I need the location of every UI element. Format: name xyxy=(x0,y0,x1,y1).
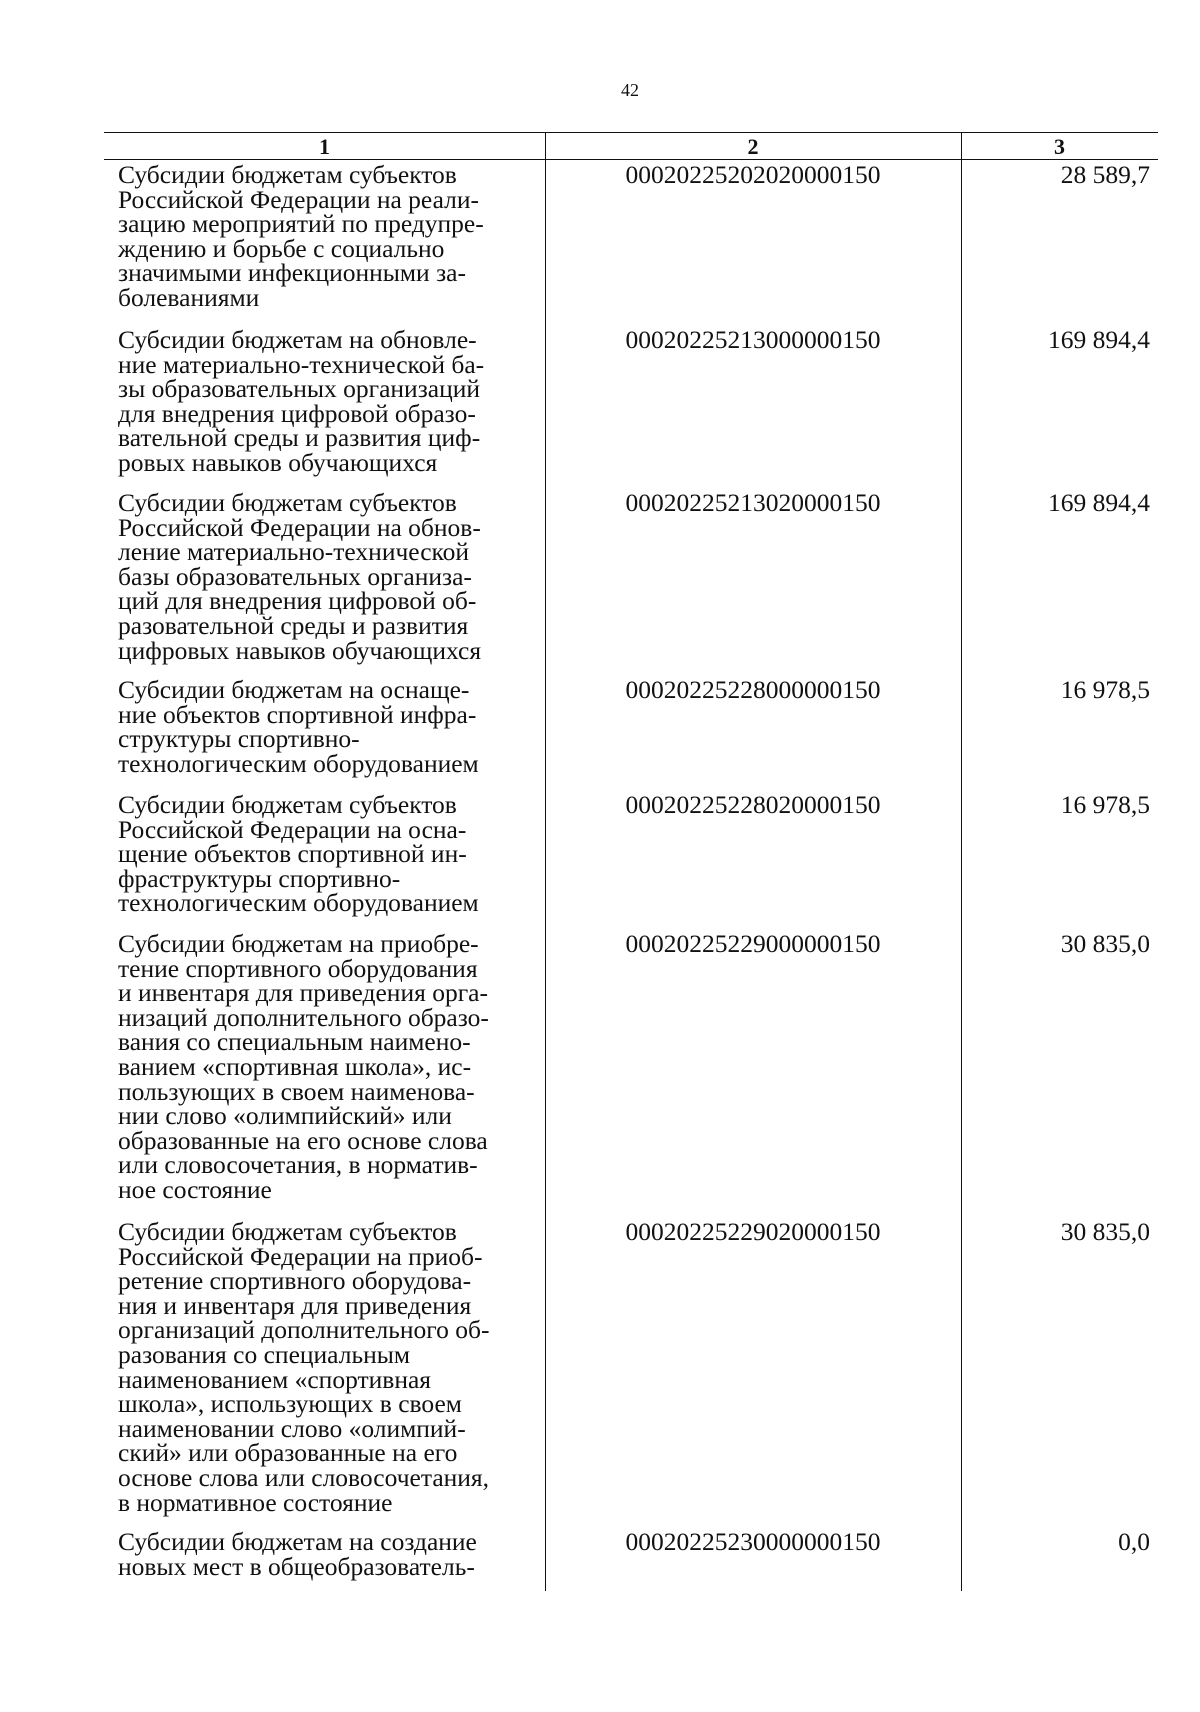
row-amount: 0,0 xyxy=(1118,1527,1150,1556)
table-header-row xyxy=(104,133,1158,160)
row-description: Субсидии бюджетам на обновле- ние материально-технической ба- зы образовательных организаций для внедрения цифровой образо- вательной среды и развития циф- ровых навыков обучающихся xyxy=(118,325,485,477)
row-amount: 16 978,5 xyxy=(1060,675,1150,704)
row-description: Субсидии бюджетам на приобре- тение спортивного оборудования и инвентаря для приведения орга- низаций дополнительного образо- вания со специальным наимено- ванием «спортивная школа», ис- пользующих в своем наименова- нии слово «олимпийский» или образованные на его основе слова или словосочетания, в норматив- ное состояние xyxy=(118,929,489,1204)
page-number: 42 xyxy=(621,80,639,100)
row-code: 00020225213000000150 xyxy=(625,325,881,354)
row-amount: 30 835,0 xyxy=(1060,1217,1150,1246)
budget-table xyxy=(104,132,1158,1591)
header-col-2: 2 xyxy=(747,134,759,159)
row-amount: 30 835,0 xyxy=(1060,929,1150,958)
row-description: Субсидии бюджетам на создание новых мест в общеобразователь- xyxy=(118,1527,477,1581)
row-code: 00020225213020000150 xyxy=(625,488,881,517)
row-code: 00020225229020000150 xyxy=(625,1217,881,1246)
row-description: Субсидии бюджетам субъектов Российской Федерации на приоб- ретение спортивного оборудова- ния и инвентаря для приведения организаций дополнительного об- разования со специальным наименованием «спортивная школа», использующих в своем наименовании слово «олимпий- ский» или образованные на его основе слова или словосочетания, в нормативное состояние xyxy=(118,1217,490,1517)
row-amount: 169 894,4 xyxy=(1048,325,1150,354)
row-description: Субсидии бюджетам субъектов Российской Федерации на осна- щение объектов спортивной ин- фраструктуры спортивно- технологическим оборудованием xyxy=(118,790,479,918)
row-description: Субсидии бюджетам субъектов Российской Федерации на обнов- ление материально-технической базы образовательных организа- ций для внедрения цифровой об- разовательной среды и развития цифровых навыков обучающихся xyxy=(118,488,482,665)
header-col-1: 1 xyxy=(319,134,330,159)
row-description: Субсидии бюджетам субъектов Российской Федерации на реали- зацию мероприятий по предупре- ждению и борьбе с социально значимыми инфекционными за- болеваниями xyxy=(118,160,484,312)
row-code: 00020225229000000150 xyxy=(625,929,881,958)
row-code: 00020225202020000150 xyxy=(625,160,881,189)
row-amount: 169 894,4 xyxy=(1048,488,1150,517)
row-code: 00020225228020000150 xyxy=(625,790,881,819)
row-amount: 16 978,5 xyxy=(1060,790,1150,819)
row-description: Субсидии бюджетам на оснаще- ние объектов спортивной инфра- структуры спортивно- технологическим оборудованием xyxy=(118,675,479,778)
header-col-3: 3 xyxy=(1054,134,1065,159)
row-code: 00020225230000000150 xyxy=(625,1527,881,1556)
row-amount: 28 589,7 xyxy=(1060,160,1150,189)
row-code: 00020225228000000150 xyxy=(625,675,881,704)
